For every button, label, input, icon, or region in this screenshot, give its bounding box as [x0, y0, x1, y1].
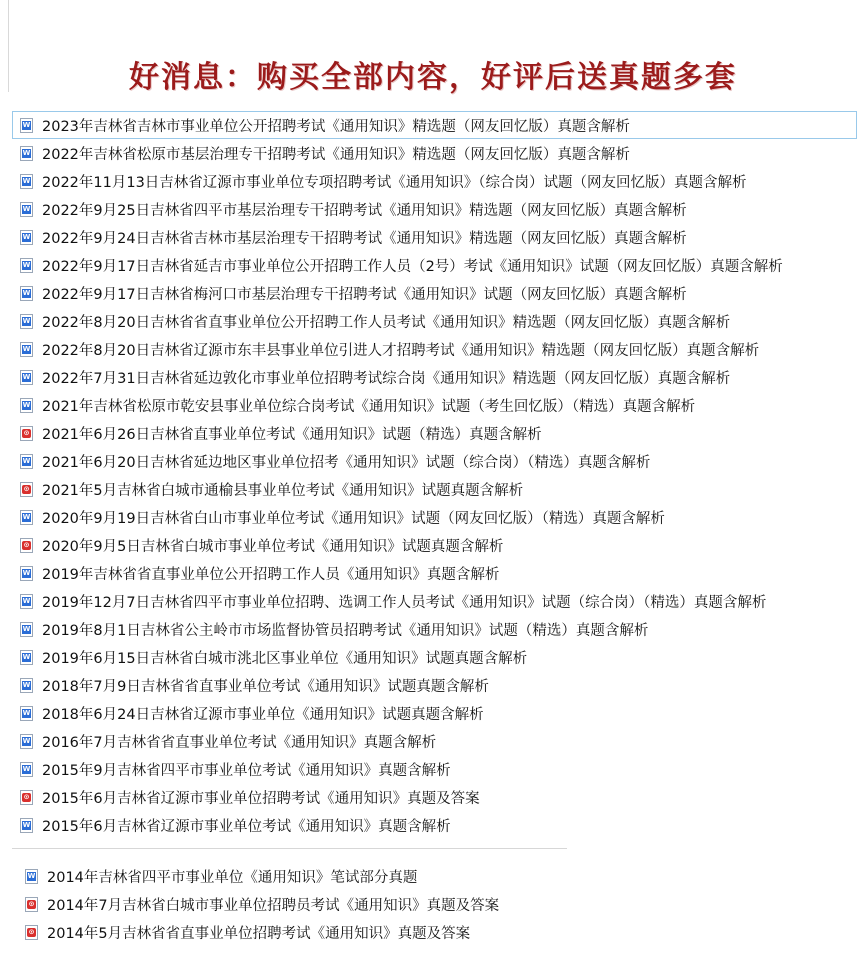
file-item[interactable] [12, 643, 857, 671]
word-file-icon [20, 818, 33, 833]
file-name: 2021年吉林省松原市乾安县事业单位综合岗考试《通用知识》试题（考生回忆版）（精选）真题含解析 [42, 398, 696, 415]
file-item[interactable] [12, 139, 857, 167]
pdf-file-icon [20, 482, 33, 497]
file-item[interactable] [12, 890, 572, 918]
word-file-icon [20, 174, 33, 189]
file-list [12, 111, 857, 839]
file-name: 2019年12月7日吉林省四平市事业单位招聘、选调工作人员考试《通用知识》试题（综合岗）（精选）真题含解析 [42, 594, 767, 611]
file-item[interactable] [12, 335, 857, 363]
word-file-icon [20, 314, 33, 329]
file-name: 2022年9月17日吉林省延吉市事业单位公开招聘工作人员（2号）考试《通用知识》试题（网友回忆版）真题含解析 [42, 258, 783, 275]
file-item[interactable] [12, 727, 857, 755]
word-file-icon [20, 566, 33, 581]
file-name: 2021年6月26日吉林省直事业单位考试《通用知识》试题（精选）真题含解析 [42, 426, 542, 443]
file-name: 2015年6月吉林省辽源市事业单位考试《通用知识》真题含解析 [42, 818, 451, 835]
word-file-icon [20, 342, 33, 357]
file-name: 2015年6月吉林省辽源市事业单位招聘考试《通用知识》真题及答案 [42, 790, 480, 807]
file-name: 2022年9月17日吉林省梅河口市基层治理专干招聘考试《通用知识》试题（网友回忆版）真题含解析 [42, 286, 687, 303]
file-item[interactable] [12, 111, 857, 139]
word-file-icon [20, 454, 33, 469]
pdf-file-icon [25, 925, 38, 940]
file-item[interactable] [12, 783, 857, 811]
word-file-icon [20, 650, 33, 665]
file-name: 2022年9月24日吉林省吉林市基层治理专干招聘考试《通用知识》精选题（网友回忆版）真题含解析 [42, 230, 687, 247]
file-name: 2022年8月20日吉林省辽源市东丰县事业单位引进人才招聘考试《通用知识》精选题（网友回忆版）真题含解析 [42, 342, 760, 359]
pdf-file-icon [20, 790, 33, 805]
word-file-icon [20, 762, 33, 777]
file-item[interactable] [12, 475, 857, 503]
list-divider [12, 848, 567, 849]
file-name: 2018年6月24日吉林省辽源市事业单位《通用知识》试题真题含解析 [42, 706, 484, 723]
file-item[interactable] [12, 195, 857, 223]
word-file-icon [20, 370, 33, 385]
file-name: 2020年9月19日吉林省白山市事业单位考试《通用知识》试题（网友回忆版）（精选）真题含解析 [42, 510, 665, 527]
file-item[interactable] [12, 279, 857, 307]
file-item[interactable] [12, 671, 857, 699]
file-name: 2023年吉林省吉林市事业单位公开招聘考试《通用知识》精选题（网友回忆版）真题含解析 [42, 118, 630, 135]
file-name: 2022年9月25日吉林省四平市基层治理专干招聘考试《通用知识》精选题（网友回忆版）真题含解析 [42, 202, 687, 219]
word-file-icon [20, 510, 33, 525]
pdf-file-icon [25, 897, 38, 912]
file-item[interactable] [12, 167, 857, 195]
promo-banner: 好消息：购买全部内容，好评后送真题多套 [129, 60, 737, 95]
file-item[interactable] [12, 811, 857, 839]
file-item[interactable] [12, 615, 857, 643]
word-file-icon [20, 734, 33, 749]
word-file-icon [20, 202, 33, 217]
word-file-icon [20, 594, 33, 609]
file-item[interactable] [12, 531, 857, 559]
file-name: 2021年6月20日吉林省延边地区事业单位招考《通用知识》试题（综合岗）（精选）真题含解析 [42, 454, 651, 471]
file-item[interactable] [12, 419, 857, 447]
file-name: 2014年7月吉林省白城市事业单位招聘员考试《通用知识》真题及答案 [47, 897, 500, 914]
file-item[interactable] [12, 223, 857, 251]
file-item[interactable] [12, 918, 572, 946]
word-file-icon [25, 869, 38, 884]
file-name: 2019年8月1日吉林省公主岭市市场监督协管员招聘考试《通用知识》试题（精选）真题含解析 [42, 622, 649, 639]
word-file-icon [20, 258, 33, 273]
file-name: 2014年5月吉林省省直事业单位招聘考试《通用知识》真题及答案 [47, 925, 471, 942]
file-list-secondary [12, 862, 572, 946]
file-item[interactable] [12, 251, 857, 279]
word-file-icon [20, 398, 33, 413]
file-item[interactable] [12, 559, 857, 587]
file-name: 2022年8月20日吉林省省直事业单位公开招聘工作人员考试《通用知识》精选题（网友回忆版）真题含解析 [42, 314, 731, 331]
file-item[interactable] [12, 307, 857, 335]
file-name: 2019年6月15日吉林省白城市洮北区事业单位《通用知识》试题真题含解析 [42, 650, 528, 667]
file-name: 2022年11月13日吉林省辽源市事业单位专项招聘考试《通用知识》（综合岗）试题（网友回忆版）真题含解析 [42, 174, 747, 191]
file-name: 2016年7月吉林省省直事业单位考试《通用知识》真题含解析 [42, 734, 437, 751]
word-file-icon [20, 146, 33, 161]
file-item[interactable] [12, 587, 857, 615]
word-file-icon [20, 706, 33, 721]
file-item[interactable] [12, 862, 572, 890]
file-item[interactable] [12, 699, 857, 727]
word-file-icon [20, 622, 33, 637]
file-name: 2015年9月吉林省四平市事业单位考试《通用知识》真题含解析 [42, 762, 451, 779]
file-item[interactable] [12, 503, 857, 531]
file-name: 2022年7月31日吉林省延边敦化市事业单位招聘考试综合岗《通用知识》精选题（网友回忆版）真题含解析 [42, 370, 731, 387]
word-file-icon [20, 118, 33, 133]
word-file-icon [20, 230, 33, 245]
file-item[interactable] [12, 391, 857, 419]
file-name: 2014年吉林省四平市事业单位《通用知识》笔试部分真题 [47, 869, 418, 886]
file-name: 2022年吉林省松原市基层治理专干招聘考试《通用知识》精选题（网友回忆版）真题含解析 [42, 146, 630, 163]
file-item[interactable] [12, 755, 857, 783]
file-item[interactable] [12, 447, 857, 475]
pdf-file-icon [20, 538, 33, 553]
file-name: 2018年7月9日吉林省省直事业单位考试《通用知识》试题真题含解析 [42, 678, 489, 695]
pdf-file-icon [20, 426, 33, 441]
file-name: 2020年9月5日吉林省白城市事业单位考试《通用知识》试题真题含解析 [42, 538, 504, 555]
word-file-icon [20, 678, 33, 693]
file-name: 2019年吉林省省直事业单位公开招聘工作人员《通用知识》真题含解析 [42, 566, 500, 583]
word-file-icon [20, 286, 33, 301]
file-name: 2021年5月吉林省白城市通榆县事业单位考试《通用知识》试题真题含解析 [42, 482, 524, 499]
file-item[interactable] [12, 363, 857, 391]
